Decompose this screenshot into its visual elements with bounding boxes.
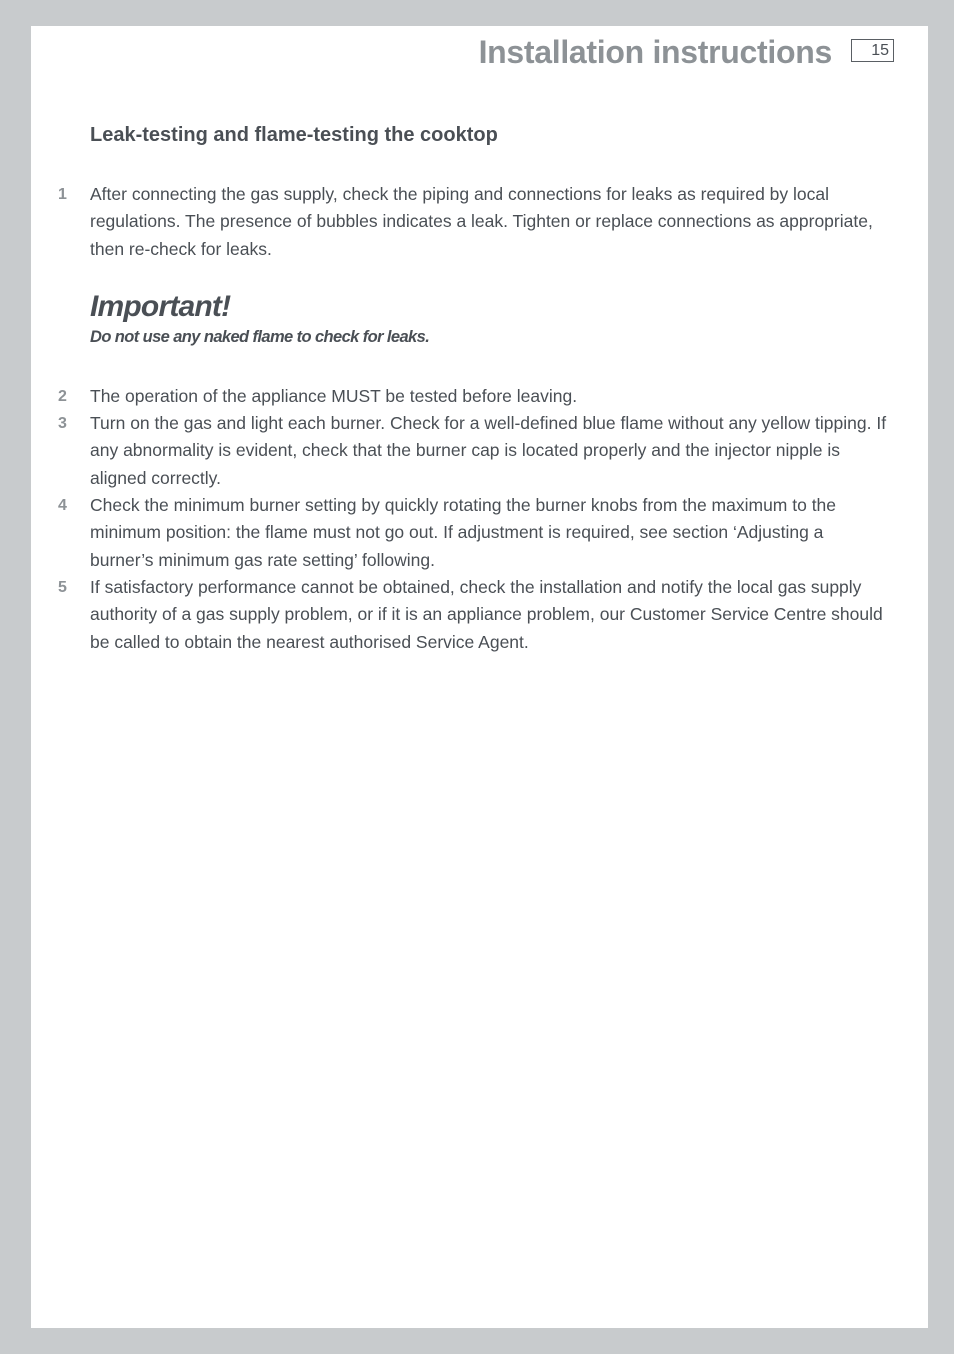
important-warning-text: Do not use any naked flame to check for leaks. [90,328,430,346]
step-number: 1 [58,186,67,203]
step-number: 2 [58,388,67,405]
step-number: 3 [58,415,67,432]
step-text: After connecting the gas supply, check the piping and connections for leaks as required by local regulations. The presence of bubbles indicates a leak. Tighten or replace connections as appropriate, then re-check for leaks. [90,184,873,259]
document-page [31,26,928,1328]
step-number: 5 [58,579,67,596]
step-number: 4 [58,497,67,514]
step-text: If satisfactory performance cannot be obtained, check the installation and notify the local gas supply authority of a gas supply problem, or if it is an appliance problem, our Customer Service Centre should be called to obtain the nearest authorised Service Agent. [90,577,883,652]
section-title: Leak-testing and flame-testing the cooktop [90,124,498,146]
step-text: Turn on the gas and light each burner. Check for a well-defined blue flame without any yellow tipping. If any abnormality is evident, check that the burner cap is located properly and the injector nipple is aligned correctly. [90,413,887,488]
step-text: Check the minimum burner setting by quickly rotating the burner knobs from the maximum to the minimum position: the flame must not go out. If adjustment is required, see section ‘Adjusting a burner’s minimum gas rate setting’ following. [90,495,837,570]
step-text: The operation of the appliance MUST be tested before leaving. [90,386,578,406]
important-heading: Important! [90,290,231,323]
page-header-title: Installation instructions [478,34,832,70]
page-number: 15 [851,39,894,62]
